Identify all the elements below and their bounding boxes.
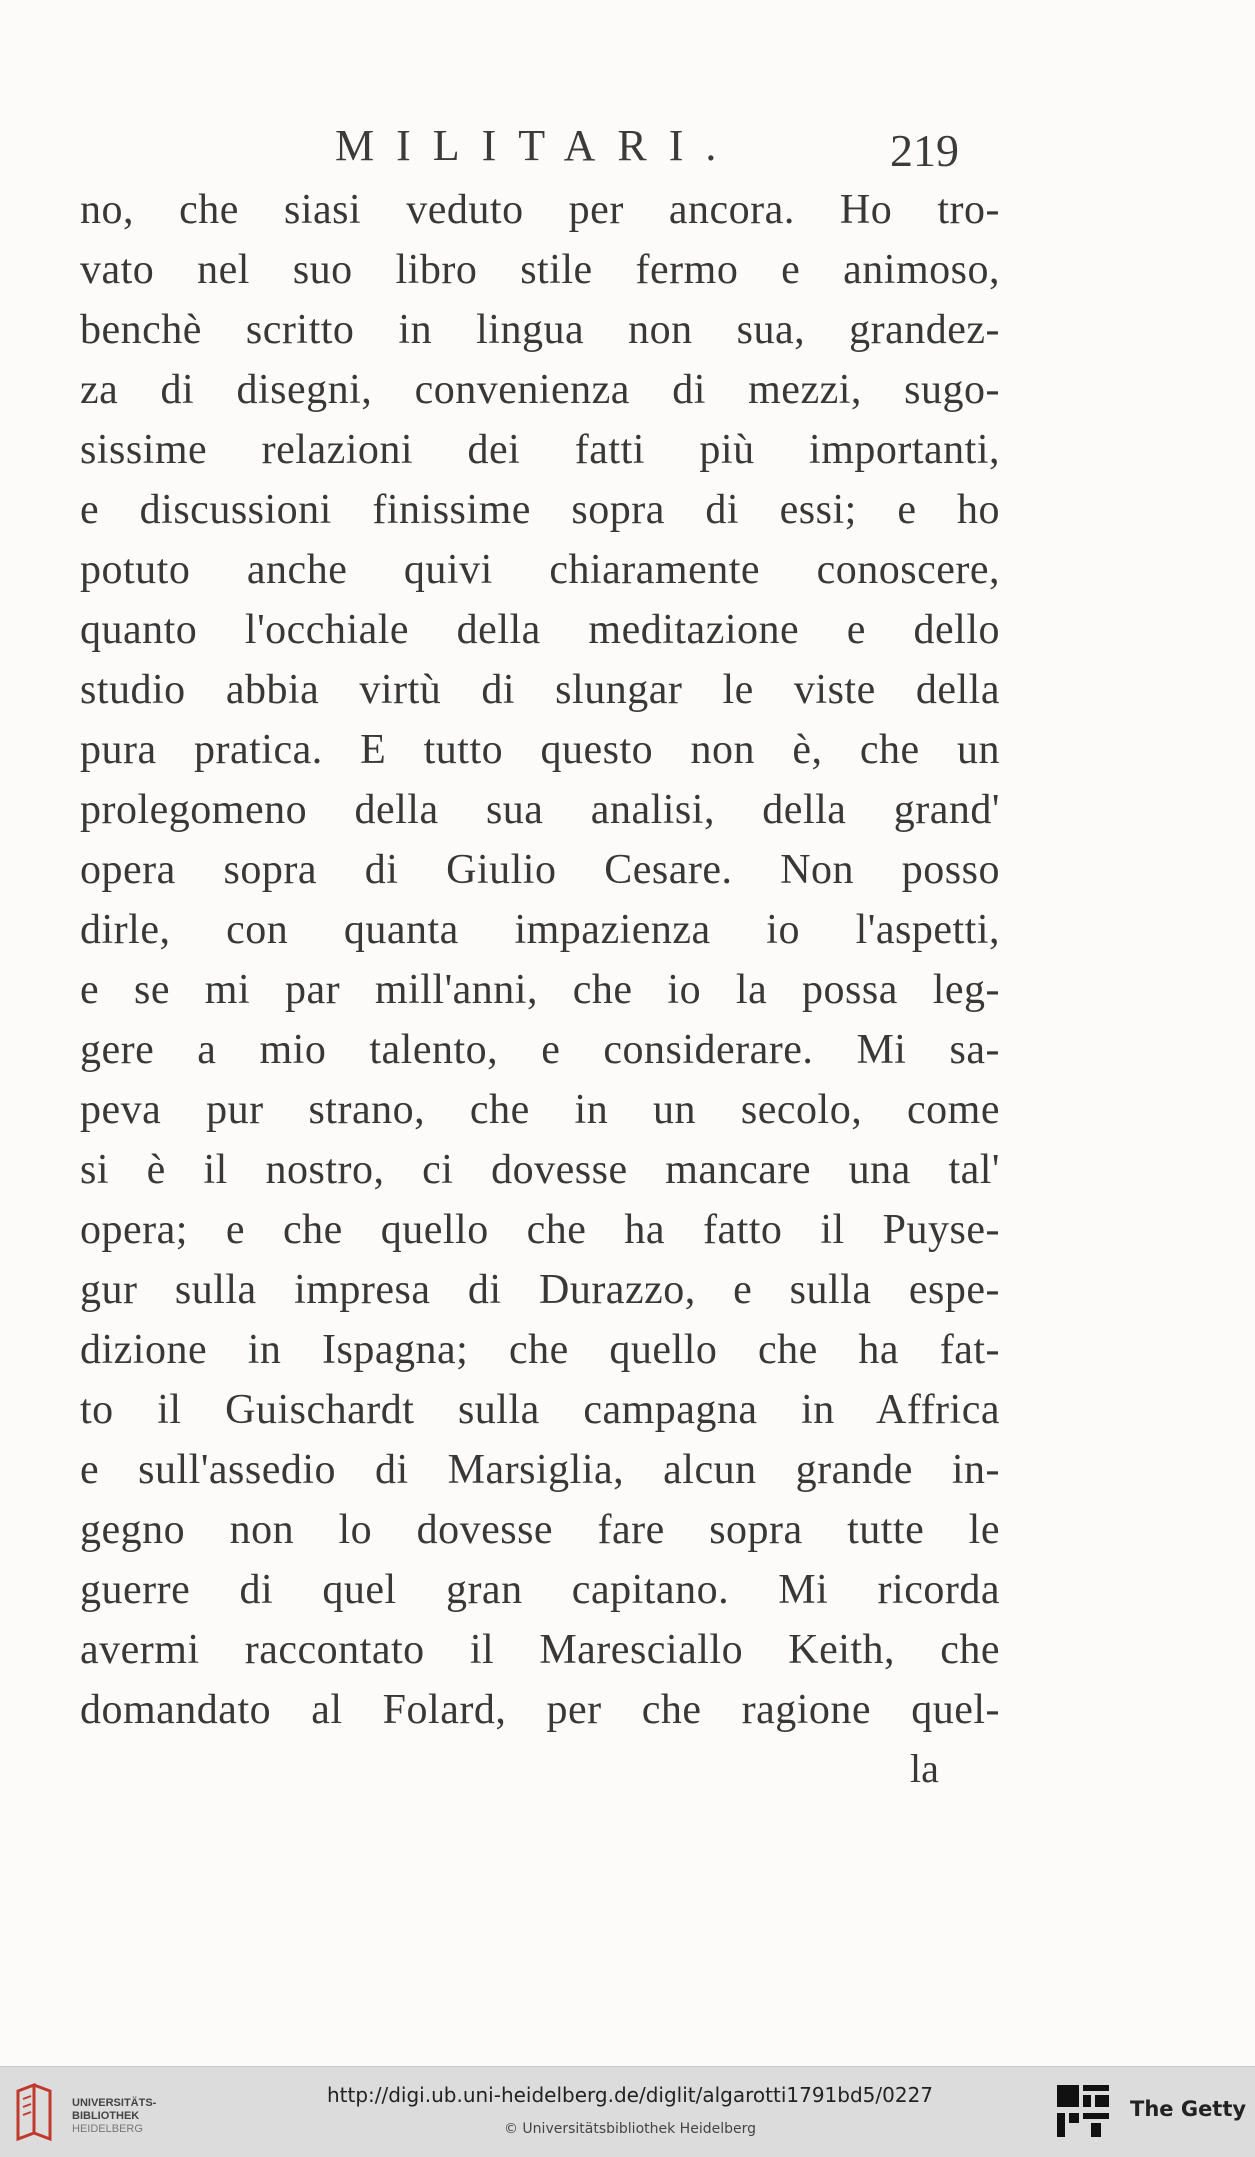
- text-line: vato nel suo libro stile fermo e animoso,: [80, 247, 1000, 293]
- text-line: gere a mio talento, e considerare. Mi sa-: [80, 1027, 1000, 1073]
- text-line: e se mi par mill'anni, che io la possa leg-: [80, 967, 1000, 1013]
- page-number: 219: [890, 125, 959, 176]
- text-line: gur sulla impresa di Durazzo, e sulla espe-: [80, 1267, 1000, 1313]
- text-line: si è il nostro, ci dovesse mancare una tal': [80, 1147, 1000, 1193]
- text-line: studio abbia virtù di slungar le viste della: [80, 667, 1000, 713]
- text-line: opera sopra di Giulio Cesare. Non posso: [80, 847, 1000, 893]
- text-line: avermi raccontato il Maresciallo Keith, che: [80, 1627, 1000, 1673]
- text-line: e discussioni finissime sopra di essi; e ho: [80, 487, 1000, 533]
- text-line: opera; e che quello che ha fatto il Puyse-: [80, 1207, 1000, 1253]
- text-line: quanto l'occhiale della meditazione e dello: [80, 607, 1000, 653]
- text-line: pura pratica. E tutto questo non è, che un: [80, 727, 1000, 773]
- text-line: benchè scritto in lingua non sua, grandez-: [80, 307, 1000, 353]
- text-line: domandato al Folard, per che ragione quel-: [80, 1687, 1000, 1733]
- text-line: potuto anche quivi chiaramente conoscere,: [80, 547, 1000, 593]
- text-line: guerre di quel gran capitano. Mi ricorda: [80, 1567, 1000, 1613]
- university-library-logo[interactable]: [14, 2081, 184, 2143]
- library-emblem-icon: [14, 2083, 54, 2141]
- library-name: UNIVERSITÄTS- BIBLIOTHEK HEIDELBERG: [72, 2097, 157, 2135]
- getty-logo-icon[interactable]: [1055, 2081, 1113, 2143]
- text-line: e sull'assedio di Marsiglia, alcun grande in-: [80, 1447, 1000, 1493]
- running-title: MILITARI.: [335, 121, 739, 170]
- viewer-footer: [0, 2066, 1255, 2157]
- body-text: [80, 180, 1000, 1740]
- text-line: no, che siasi veduto per ancora. Ho tro-: [80, 187, 1000, 233]
- permalink-url[interactable]: http://digi.ub.uni-heidelberg.de/diglit/algarotti1791bd5/0227: [326, 2083, 934, 2107]
- text-line: za di disegni, convenienza di mezzi, sugo-: [80, 367, 1000, 413]
- running-head: [0, 120, 1255, 180]
- text-line: dirle, con quanta impazienza io l'aspetti,: [80, 907, 1000, 953]
- text-line: gegno non lo dovesse fare sopra tutte le: [80, 1507, 1000, 1553]
- text-line: dizione in Ispagna; che quello che ha fat-: [80, 1327, 1000, 1373]
- text-line: sissime relazioni dei fatti più importanti,: [80, 427, 1000, 473]
- partner-name: The Getty: [1130, 2097, 1247, 2121]
- copyright-notice: © Universitätsbibliothek Heidelberg: [503, 2121, 756, 2137]
- text-line: to il Guischardt sulla campagna in Affrica: [80, 1387, 1000, 1433]
- catchword: la: [910, 1746, 939, 1791]
- text-line: peva pur strano, che in un secolo, come: [80, 1087, 1000, 1133]
- text-line: prolegomeno della sua analisi, della grand': [80, 787, 1000, 833]
